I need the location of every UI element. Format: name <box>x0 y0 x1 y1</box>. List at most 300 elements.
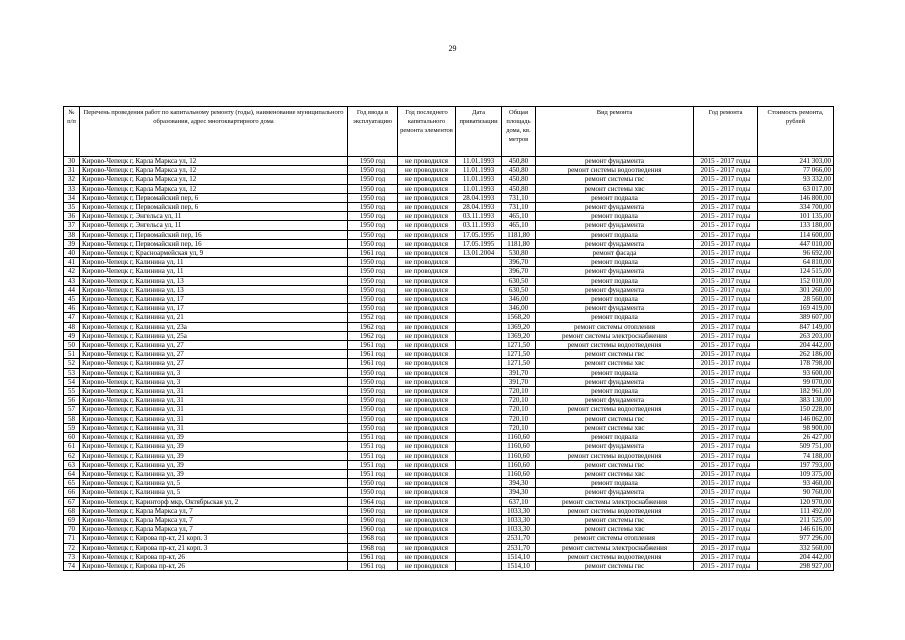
cell-privatization-date <box>456 543 502 552</box>
cell-privatization-date <box>456 442 502 451</box>
cell-cost: 120 970,00 <box>758 497 834 506</box>
cell-cost: 389 607,00 <box>758 313 834 322</box>
cell-repair-type: ремонт системы электроснабжения <box>536 543 694 552</box>
cell-privatization-date <box>456 451 502 460</box>
cell-area: 346,00 <box>502 304 536 313</box>
cell-last-repair: не проводился <box>398 258 456 267</box>
cell-last-repair: не проводился <box>398 506 456 515</box>
table-row <box>64 230 834 239</box>
table-row <box>64 368 834 377</box>
cell-repair-year: 2015 - 2017 годы <box>694 166 758 175</box>
cell-repair-type: ремонт подвала <box>536 387 694 396</box>
cell-privatization-date <box>456 479 502 488</box>
cell-num: 46 <box>64 304 80 313</box>
cell-repair-type: ремонт системы отопления <box>536 534 694 543</box>
table-row <box>64 469 834 478</box>
table-row <box>64 166 834 175</box>
table-row <box>64 552 834 561</box>
cell-num: 37 <box>64 221 80 230</box>
cell-privatization-date <box>456 258 502 267</box>
cell-num: 62 <box>64 451 80 460</box>
cell-num: 51 <box>64 350 80 359</box>
cell-last-repair: не проводился <box>398 313 456 322</box>
cell-area: 731,10 <box>502 203 536 212</box>
cell-num: 59 <box>64 423 80 432</box>
cell-privatization-date <box>456 515 502 524</box>
cell-repair-year: 2015 - 2017 годы <box>694 285 758 294</box>
cell-address: Кирово-Чепецк г, Калинина ул, 39 <box>80 469 348 478</box>
cell-num: 55 <box>64 387 80 396</box>
cell-address: Кирово-Чепецк г, Калинина ул, 39 <box>80 433 348 442</box>
table-row <box>64 543 834 552</box>
cell-repair-year: 2015 - 2017 годы <box>694 212 758 221</box>
cell-year-built: 1950 год <box>348 377 398 386</box>
cell-privatization-date: 11.01.1993 <box>456 184 502 193</box>
cell-area: 450,80 <box>502 166 536 175</box>
cell-area: 1271,50 <box>502 350 536 359</box>
cell-last-repair: не проводился <box>398 359 456 368</box>
cell-cost: 977 296,00 <box>758 534 834 543</box>
cell-address: Кирово-Чепецк г, Кирова пр-кт, 26 <box>80 561 348 570</box>
cell-repair-year: 2015 - 2017 годы <box>694 433 758 442</box>
cell-address: Кирово-Чепецк г, Калинина ул, 25а <box>80 331 348 340</box>
cell-repair-year: 2015 - 2017 годы <box>694 515 758 524</box>
cell-cost: 93 332,00 <box>758 175 834 184</box>
cell-last-repair: не проводился <box>398 193 456 202</box>
cell-address: Кирово-Чепецк г, Карла Маркса ул, 12 <box>80 175 348 184</box>
header-cost: Стоимость ремонта, рублей <box>758 107 834 157</box>
table-row <box>64 488 834 497</box>
cell-privatization-date <box>456 488 502 497</box>
cell-year-built: 1964 год <box>348 497 398 506</box>
cell-area: 1271,50 <box>502 359 536 368</box>
cell-area: 530,80 <box>502 249 536 258</box>
cell-num: 61 <box>64 442 80 451</box>
cell-year-built: 1961 год <box>348 350 398 359</box>
table-row <box>64 313 834 322</box>
cell-address: Кирово-Чепецк г, Калинина ул, 11 <box>80 267 348 276</box>
cell-repair-type: ремонт системы гвс <box>536 515 694 524</box>
cell-year-built: 1950 год <box>348 405 398 414</box>
cell-repair-type: ремонт системы водоотведения <box>536 166 694 175</box>
cell-cost: 241 303,00 <box>758 157 834 166</box>
cell-privatization-date: 03.11.1993 <box>456 212 502 221</box>
cell-repair-type: ремонт системы хвс <box>536 184 694 193</box>
table-row <box>64 506 834 515</box>
cell-last-repair: не проводился <box>398 515 456 524</box>
cell-repair-type: ремонт фундамента <box>536 221 694 230</box>
cell-address: Кирово-Чепецк г, Калинина ул, 39 <box>80 442 348 451</box>
cell-last-repair: не проводился <box>398 368 456 377</box>
cell-repair-type: ремонт подвала <box>536 212 694 221</box>
cell-privatization-date <box>456 295 502 304</box>
cell-repair-type: ремонт подвала <box>536 313 694 322</box>
cell-repair-type: ремонт фундамента <box>536 396 694 405</box>
cell-repair-year: 2015 - 2017 годы <box>694 230 758 239</box>
cell-cost: 93 600,00 <box>758 368 834 377</box>
table-body <box>64 157 834 571</box>
cell-address: Кирово-Чепецк г, Калинина ул, 11 <box>80 258 348 267</box>
cell-address: Кирово-Чепецк г, Калинина ул, 27 <box>80 341 348 350</box>
cell-repair-type: ремонт системы гвс <box>536 175 694 184</box>
cell-num: 69 <box>64 515 80 524</box>
cell-year-built: 1968 год <box>348 534 398 543</box>
cell-repair-type: ремонт системы электроснабжения <box>536 331 694 340</box>
cell-repair-year: 2015 - 2017 годы <box>694 543 758 552</box>
cell-area: 394,30 <box>502 479 536 488</box>
cell-privatization-date <box>456 267 502 276</box>
cell-last-repair: не проводился <box>398 175 456 184</box>
cell-repair-year: 2015 - 2017 годы <box>694 203 758 212</box>
cell-num: 64 <box>64 469 80 478</box>
cell-privatization-date <box>456 359 502 368</box>
cell-address: Кирово-Чепецк г, Калинина ул, 17 <box>80 304 348 313</box>
table-row <box>64 258 834 267</box>
cell-num: 50 <box>64 341 80 350</box>
cell-area: 1033,30 <box>502 515 536 524</box>
cell-repair-type: ремонт фундамента <box>536 442 694 451</box>
cell-last-repair: не проводился <box>398 267 456 276</box>
table-row <box>64 341 834 350</box>
table-row <box>64 451 834 460</box>
header-num: № п/п <box>64 107 80 157</box>
cell-year-built: 1950 год <box>348 276 398 285</box>
cell-area: 396,70 <box>502 258 536 267</box>
cell-num: 74 <box>64 561 80 570</box>
cell-last-repair: не проводился <box>398 249 456 258</box>
cell-year-built: 1950 год <box>348 267 398 276</box>
cell-repair-year: 2015 - 2017 годы <box>694 561 758 570</box>
cell-last-repair: не проводился <box>398 552 456 561</box>
cell-address: Кирово-Чепецк г, Калинина ул, 5 <box>80 488 348 497</box>
cell-area: 1514,10 <box>502 561 536 570</box>
cell-year-built: 1962 год <box>348 322 398 331</box>
cell-year-built: 1950 год <box>348 368 398 377</box>
cell-address: Кирово-Чепецк г, Калинина ул, 31 <box>80 387 348 396</box>
cell-area: 2531,70 <box>502 543 536 552</box>
cell-repair-year: 2015 - 2017 годы <box>694 249 758 258</box>
cell-repair-year: 2015 - 2017 годы <box>694 552 758 561</box>
cell-repair-type: ремонт фундамента <box>536 203 694 212</box>
cell-last-repair: не проводился <box>398 433 456 442</box>
cell-area: 1369,20 <box>502 331 536 340</box>
cell-repair-year: 2015 - 2017 годы <box>694 175 758 184</box>
cell-repair-year: 2015 - 2017 годы <box>694 525 758 534</box>
cell-privatization-date <box>456 387 502 396</box>
cell-last-repair: не проводился <box>398 350 456 359</box>
cell-repair-year: 2015 - 2017 годы <box>694 488 758 497</box>
cell-num: 48 <box>64 322 80 331</box>
cell-num: 40 <box>64 249 80 258</box>
cell-address: Кирово-Чепецк г, Кирова пр-кт, 21 корп. 3 <box>80 534 348 543</box>
cell-cost: 77 066,00 <box>758 166 834 175</box>
cell-last-repair: не проводился <box>398 184 456 193</box>
cell-last-repair: не проводился <box>398 561 456 570</box>
cell-cost: 109 375,00 <box>758 469 834 478</box>
cell-num: 66 <box>64 488 80 497</box>
cell-repair-year: 2015 - 2017 годы <box>694 479 758 488</box>
table-header <box>64 107 834 157</box>
cell-address: Кирово-Чепецк г, Энгельса ул, 11 <box>80 212 348 221</box>
cell-cost: 197 793,00 <box>758 460 834 469</box>
page-number: 29 <box>448 44 457 53</box>
cell-area: 394,30 <box>502 488 536 497</box>
cell-repair-year: 2015 - 2017 годы <box>694 267 758 276</box>
cell-repair-type: ремонт подвала <box>536 479 694 488</box>
cell-year-built: 1950 год <box>348 166 398 175</box>
cell-address: Кирово-Чепецк г, Первомайский пер, 16 <box>80 239 348 248</box>
cell-address: Кирово-Чепецк г, Первомайский пер, 16 <box>80 230 348 239</box>
cell-area: 391,70 <box>502 368 536 377</box>
cell-repair-year: 2015 - 2017 годы <box>694 497 758 506</box>
cell-num: 39 <box>64 239 80 248</box>
cell-cost: 63 017,00 <box>758 184 834 193</box>
cell-last-repair: не проводился <box>398 341 456 350</box>
cell-last-repair: не проводился <box>398 203 456 212</box>
cell-area: 396,70 <box>502 267 536 276</box>
cell-num: 49 <box>64 331 80 340</box>
cell-cost: 447 010,00 <box>758 239 834 248</box>
cell-last-repair: не проводился <box>398 304 456 313</box>
cell-year-built: 1950 год <box>348 175 398 184</box>
cell-area: 1160,60 <box>502 451 536 460</box>
cell-privatization-date <box>456 497 502 506</box>
cell-num: 70 <box>64 525 80 534</box>
cell-num: 34 <box>64 193 80 202</box>
cell-num: 53 <box>64 368 80 377</box>
cell-address: Кирово-Чепецк г, Калинина ул, 17 <box>80 295 348 304</box>
cell-address: Кирово-Чепецк г, Калинина ул, 13 <box>80 276 348 285</box>
cell-repair-year: 2015 - 2017 годы <box>694 184 758 193</box>
cell-repair-type: ремонт системы водоотведения <box>536 341 694 350</box>
cell-year-built: 1950 год <box>348 423 398 432</box>
cell-repair-year: 2015 - 2017 годы <box>694 359 758 368</box>
table-row <box>64 322 834 331</box>
cell-address: Кирово-Чепецк г, Калинина ул, 13 <box>80 285 348 294</box>
table-row <box>64 525 834 534</box>
cell-num: 35 <box>64 203 80 212</box>
cell-repair-type: ремонт системы гвс <box>536 414 694 423</box>
cell-year-built: 1950 год <box>348 304 398 313</box>
cell-num: 73 <box>64 552 80 561</box>
cell-address: Кирово-Чепецк г, Калинина ул, 31 <box>80 405 348 414</box>
cell-repair-year: 2015 - 2017 годы <box>694 221 758 230</box>
table-row <box>64 534 834 543</box>
cell-address: Кирово-Чепецк г, Карла Маркса ул, 12 <box>80 184 348 193</box>
cell-last-repair: не проводился <box>398 331 456 340</box>
cell-area: 1160,60 <box>502 433 536 442</box>
cell-privatization-date <box>456 276 502 285</box>
cell-area: 720,10 <box>502 405 536 414</box>
cell-area: 1514,10 <box>502 552 536 561</box>
cell-area: 630,50 <box>502 285 536 294</box>
header-repair-year: Год ремонта <box>694 107 758 157</box>
cell-cost: 169 419,00 <box>758 304 834 313</box>
cell-num: 42 <box>64 267 80 276</box>
cell-repair-type: ремонт системы гвс <box>536 350 694 359</box>
cell-last-repair: не проводился <box>398 387 456 396</box>
cell-cost: 211 525,00 <box>758 515 834 524</box>
cell-repair-year: 2015 - 2017 годы <box>694 276 758 285</box>
cell-num: 36 <box>64 212 80 221</box>
cell-year-built: 1950 год <box>348 285 398 294</box>
cell-year-built: 1952 год <box>348 313 398 322</box>
cell-cost: 146 616,00 <box>758 525 834 534</box>
cell-privatization-date <box>456 331 502 340</box>
table-row <box>64 157 834 166</box>
cell-cost: 26 427,00 <box>758 433 834 442</box>
cell-num: 52 <box>64 359 80 368</box>
cell-area: 1160,60 <box>502 442 536 451</box>
cell-year-built: 1950 год <box>348 221 398 230</box>
cell-area: 720,10 <box>502 423 536 432</box>
cell-year-built: 1961 год <box>348 341 398 350</box>
cell-year-built: 1950 год <box>348 230 398 239</box>
cell-last-repair: не проводился <box>398 322 456 331</box>
cell-num: 32 <box>64 175 80 184</box>
header-repair-type: Вид ремонта <box>536 107 694 157</box>
cell-repair-year: 2015 - 2017 годы <box>694 341 758 350</box>
cell-repair-type: ремонт системы отопления <box>536 322 694 331</box>
cell-cost: 74 188,00 <box>758 451 834 460</box>
cell-last-repair: не проводился <box>398 497 456 506</box>
cell-repair-type: ремонт системы водоотведения <box>536 552 694 561</box>
cell-privatization-date <box>456 322 502 331</box>
cell-area: 465,10 <box>502 221 536 230</box>
cell-last-repair: не проводился <box>398 442 456 451</box>
cell-cost: 99 070,00 <box>758 377 834 386</box>
cell-repair-type: ремонт подвала <box>536 230 694 239</box>
cell-address: Кирово-Чепецк г, Карла Маркса ул, 7 <box>80 515 348 524</box>
cell-last-repair: не проводился <box>398 157 456 166</box>
header-privatization-date: Дата приватизации <box>456 107 502 157</box>
cell-cost: 332 560,00 <box>758 543 834 552</box>
table-row <box>64 276 834 285</box>
cell-num: 31 <box>64 166 80 175</box>
cell-num: 68 <box>64 506 80 515</box>
cell-num: 30 <box>64 157 80 166</box>
cell-num: 72 <box>64 543 80 552</box>
cell-address: Кирово-Чепецк г, Карла Маркса ул, 12 <box>80 166 348 175</box>
cell-area: 720,10 <box>502 414 536 423</box>
cell-area: 1033,30 <box>502 506 536 515</box>
cell-cost: 847 149,00 <box>758 322 834 331</box>
cell-year-built: 1951 год <box>348 442 398 451</box>
cell-cost: 182 961,00 <box>758 387 834 396</box>
table-row <box>64 304 834 313</box>
cell-cost: 101 135,00 <box>758 212 834 221</box>
cell-area: 1271,50 <box>502 341 536 350</box>
cell-address: Кирово-Чепецк г, Калинина ул, 5 <box>80 479 348 488</box>
cell-repair-type: ремонт подвала <box>536 276 694 285</box>
cell-address: Кирово-Чепецк г, Первомайский пер, 6 <box>80 193 348 202</box>
cell-area: 1369,20 <box>502 322 536 331</box>
cell-num: 58 <box>64 414 80 423</box>
cell-area: 630,50 <box>502 276 536 285</box>
cell-repair-type: ремонт подвала <box>536 258 694 267</box>
cell-repair-type: ремонт системы водоотведения <box>536 506 694 515</box>
cell-num: 41 <box>64 258 80 267</box>
cell-repair-year: 2015 - 2017 годы <box>694 469 758 478</box>
cell-last-repair: не проводился <box>398 460 456 469</box>
cell-privatization-date <box>456 414 502 423</box>
cell-year-built: 1962 год <box>348 331 398 340</box>
cell-repair-year: 2015 - 2017 годы <box>694 442 758 451</box>
cell-repair-year: 2015 - 2017 годы <box>694 423 758 432</box>
cell-address: Кирово-Чепецк г, Кирова пр-кт, 26 <box>80 552 348 561</box>
cell-last-repair: не проводился <box>398 451 456 460</box>
cell-year-built: 1960 год <box>348 515 398 524</box>
table-row <box>64 212 834 221</box>
cell-last-repair: не проводился <box>398 239 456 248</box>
cell-cost: 204 442,00 <box>758 552 834 561</box>
repair-table <box>63 106 834 571</box>
cell-cost: 334 700,00 <box>758 203 834 212</box>
cell-privatization-date <box>456 552 502 561</box>
cell-address: Кирово-Чепецк г, Первомайский пер, 6 <box>80 203 348 212</box>
cell-repair-type: ремонт системы хвс <box>536 469 694 478</box>
cell-num: 47 <box>64 313 80 322</box>
cell-area: 450,80 <box>502 175 536 184</box>
cell-privatization-date <box>456 341 502 350</box>
cell-year-built: 1968 год <box>348 543 398 552</box>
cell-cost: 90 760,00 <box>758 488 834 497</box>
cell-repair-year: 2015 - 2017 годы <box>694 387 758 396</box>
cell-repair-year: 2015 - 2017 годы <box>694 295 758 304</box>
table-row <box>64 442 834 451</box>
cell-cost: 263 203,00 <box>758 331 834 340</box>
cell-repair-year: 2015 - 2017 годы <box>694 313 758 322</box>
cell-address: Кирово-Чепецк г, Калинина ул, 39 <box>80 460 348 469</box>
cell-repair-type: ремонт фундамента <box>536 285 694 294</box>
cell-year-built: 1961 год <box>348 249 398 258</box>
cell-repair-year: 2015 - 2017 годы <box>694 368 758 377</box>
table-row <box>64 331 834 340</box>
cell-privatization-date: 17.05.1995 <box>456 230 502 239</box>
cell-address: Кирово-Чепецк г, Калинина ул, 3 <box>80 368 348 377</box>
cell-area: 1160,60 <box>502 460 536 469</box>
cell-address: Кирово-Чепецк г, Калинина ул, 3 <box>80 377 348 386</box>
cell-address: Кирово-Чепецк г, Красноармейская ул, 9 <box>80 249 348 258</box>
cell-last-repair: не проводился <box>398 221 456 230</box>
cell-privatization-date: 13.01.2004 <box>456 249 502 258</box>
cell-area: 720,10 <box>502 387 536 396</box>
cell-year-built: 1950 год <box>348 387 398 396</box>
cell-address: Кирово-Чепецк г, Кирова пр-кт, 21 корп. 3 <box>80 543 348 552</box>
cell-year-built: 1950 год <box>348 414 398 423</box>
cell-num: 63 <box>64 460 80 469</box>
cell-repair-year: 2015 - 2017 годы <box>694 157 758 166</box>
cell-address: Кирово-Чепецк г, Карла Маркса ул, 12 <box>80 157 348 166</box>
cell-address: Кирово-Чепецк г, Карла Маркса ул, 7 <box>80 525 348 534</box>
table-row <box>64 396 834 405</box>
cell-repair-year: 2015 - 2017 годы <box>694 506 758 515</box>
cell-repair-type: ремонт фундамента <box>536 157 694 166</box>
table-row <box>64 414 834 423</box>
cell-area: 1568,20 <box>502 313 536 322</box>
cell-area: 465,10 <box>502 212 536 221</box>
cell-area: 346,00 <box>502 295 536 304</box>
cell-area: 1033,30 <box>502 525 536 534</box>
cell-repair-year: 2015 - 2017 годы <box>694 451 758 460</box>
cell-year-built: 1961 год <box>348 359 398 368</box>
cell-cost: 93 460,00 <box>758 479 834 488</box>
cell-year-built: 1951 год <box>348 460 398 469</box>
cell-repair-type: ремонт подвала <box>536 368 694 377</box>
cell-area: 450,80 <box>502 157 536 166</box>
table-row <box>64 387 834 396</box>
cell-year-built: 1950 год <box>348 193 398 202</box>
